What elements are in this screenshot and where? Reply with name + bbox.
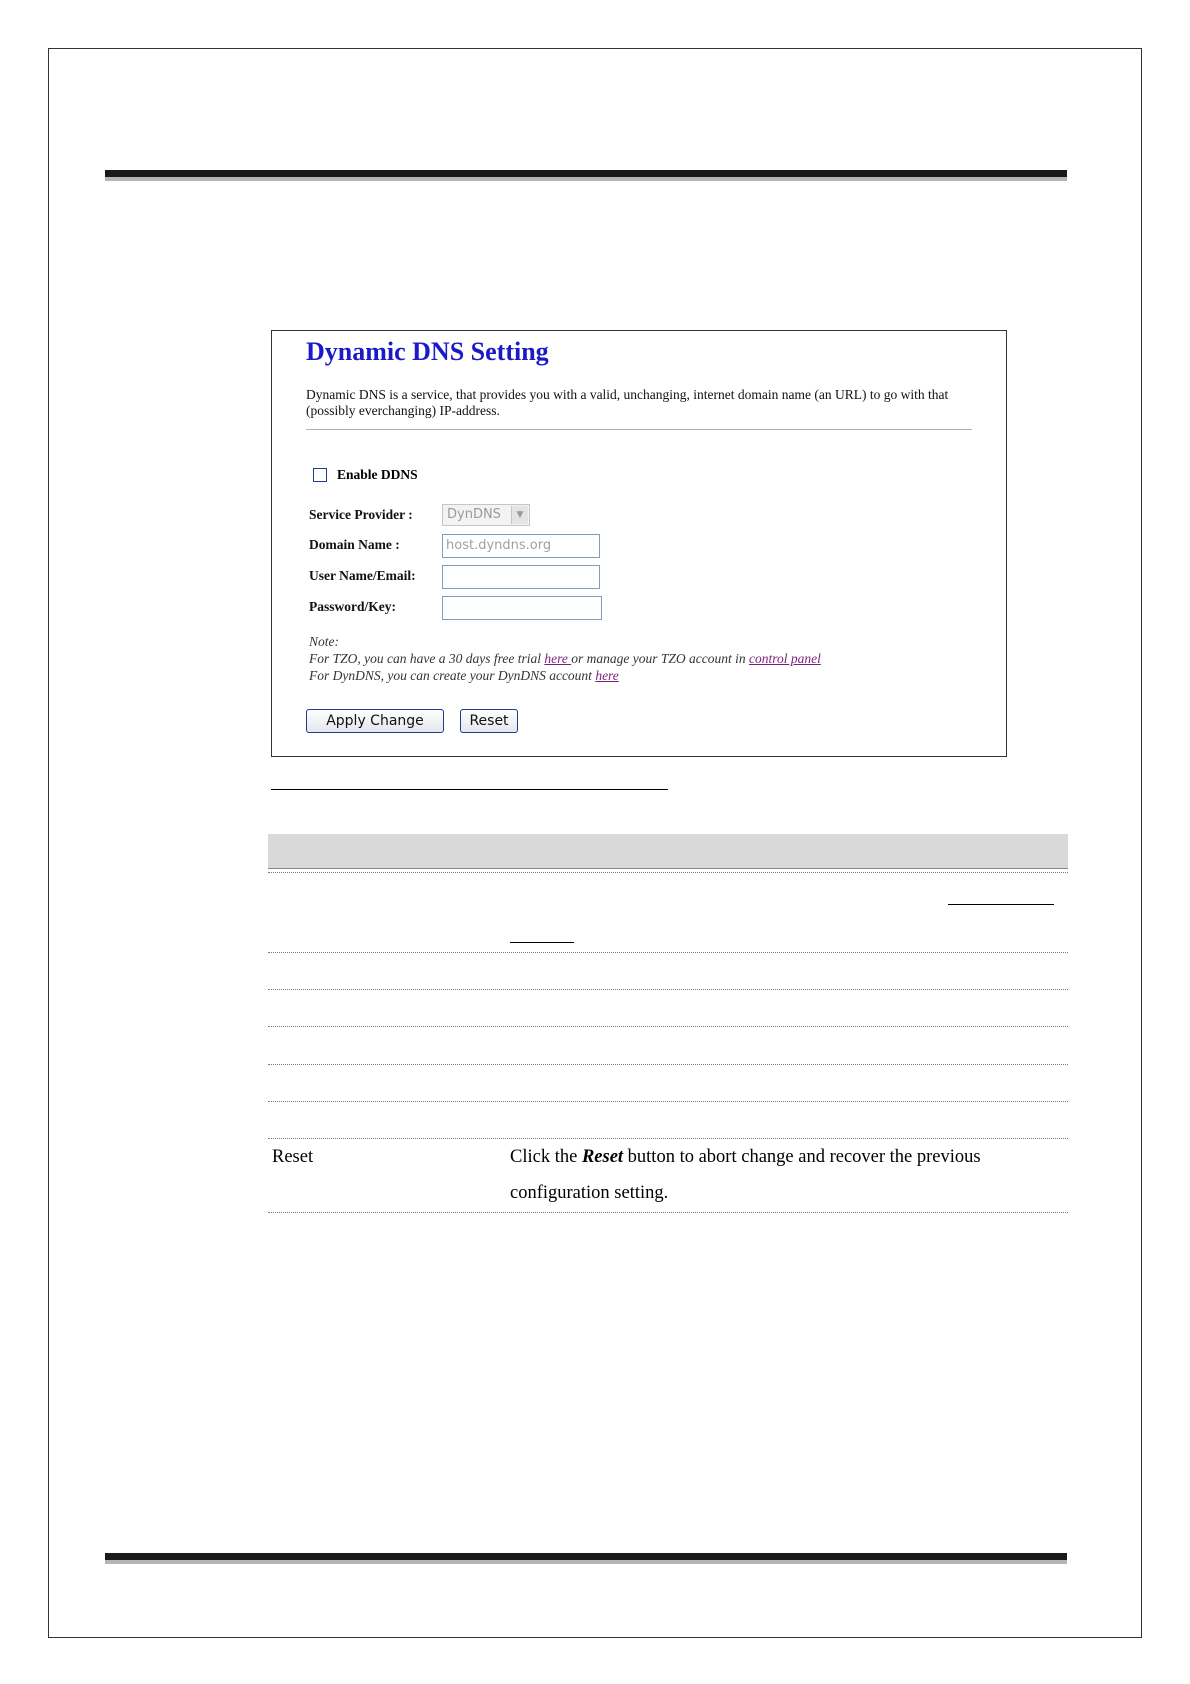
table-row-divider (268, 989, 1068, 990)
service-provider-value: DynDNS (447, 507, 501, 522)
username-label: User Name/Email: (309, 568, 416, 583)
page-description: Dynamic DNS is a service, that provides you with a valid, unchanging, internet domain name (an URL) to go with that (possibly everchanging) IP-address. (306, 387, 949, 418)
divider (306, 429, 972, 430)
table-row-divider (268, 1138, 1068, 1139)
service-provider-select[interactable] (442, 504, 530, 526)
ddns-screenshot (271, 330, 1007, 757)
table-header-rule (268, 868, 1068, 869)
text-underline-fragment (510, 942, 574, 943)
domain-name-label: Domain Name : (309, 537, 400, 552)
text-underline-fragment (948, 904, 1054, 905)
reset-row-description-line2: configuration setting. (510, 1183, 669, 1203)
note-block (309, 633, 821, 684)
table-row-divider (268, 1026, 1068, 1027)
service-provider-label: Service Provider : (309, 507, 413, 522)
reset-button[interactable]: Reset (460, 709, 518, 733)
reset-row-label: Reset (272, 1147, 314, 1167)
enable-ddns-label: Enable DDNS (337, 467, 418, 482)
enable-ddns-row (313, 467, 418, 483)
apply-change-button[interactable]: Apply Change (306, 709, 444, 733)
chevron-down-icon: ▼ (511, 506, 528, 524)
tzo-trial-link[interactable]: here (544, 651, 572, 666)
dyndns-account-link[interactable]: here (595, 668, 619, 683)
table-row-divider (268, 952, 1068, 953)
footer-rule (105, 1553, 1067, 1564)
password-label: Password/Key: (309, 599, 396, 614)
enable-ddns-checkbox[interactable] (313, 468, 327, 482)
control-panel-link[interactable]: control panel (748, 651, 821, 666)
note-title: Note: (309, 634, 339, 649)
page-title: Dynamic DNS Setting (306, 337, 549, 366)
note-line-tzo: For TZO, you can have a 30 days free trial here or manage your TZO account in control panel (309, 651, 821, 666)
password-input[interactable] (442, 596, 602, 620)
table-header (268, 834, 1068, 868)
username-input[interactable] (442, 565, 600, 589)
reset-row-description: Click the Reset button to abort change and recover the previous (510, 1147, 981, 1167)
domain-name-input[interactable]: host.dyndns.org (442, 534, 600, 558)
caption-underline (271, 789, 668, 790)
table-row-divider (268, 872, 1068, 873)
header-rule (105, 170, 1067, 181)
table-row-divider (268, 1064, 1068, 1065)
note-line-dyndns: For DynDNS, you can create your DynDNS account here (309, 668, 619, 683)
table-row-divider (268, 1212, 1068, 1213)
table-row-divider (268, 1101, 1068, 1102)
